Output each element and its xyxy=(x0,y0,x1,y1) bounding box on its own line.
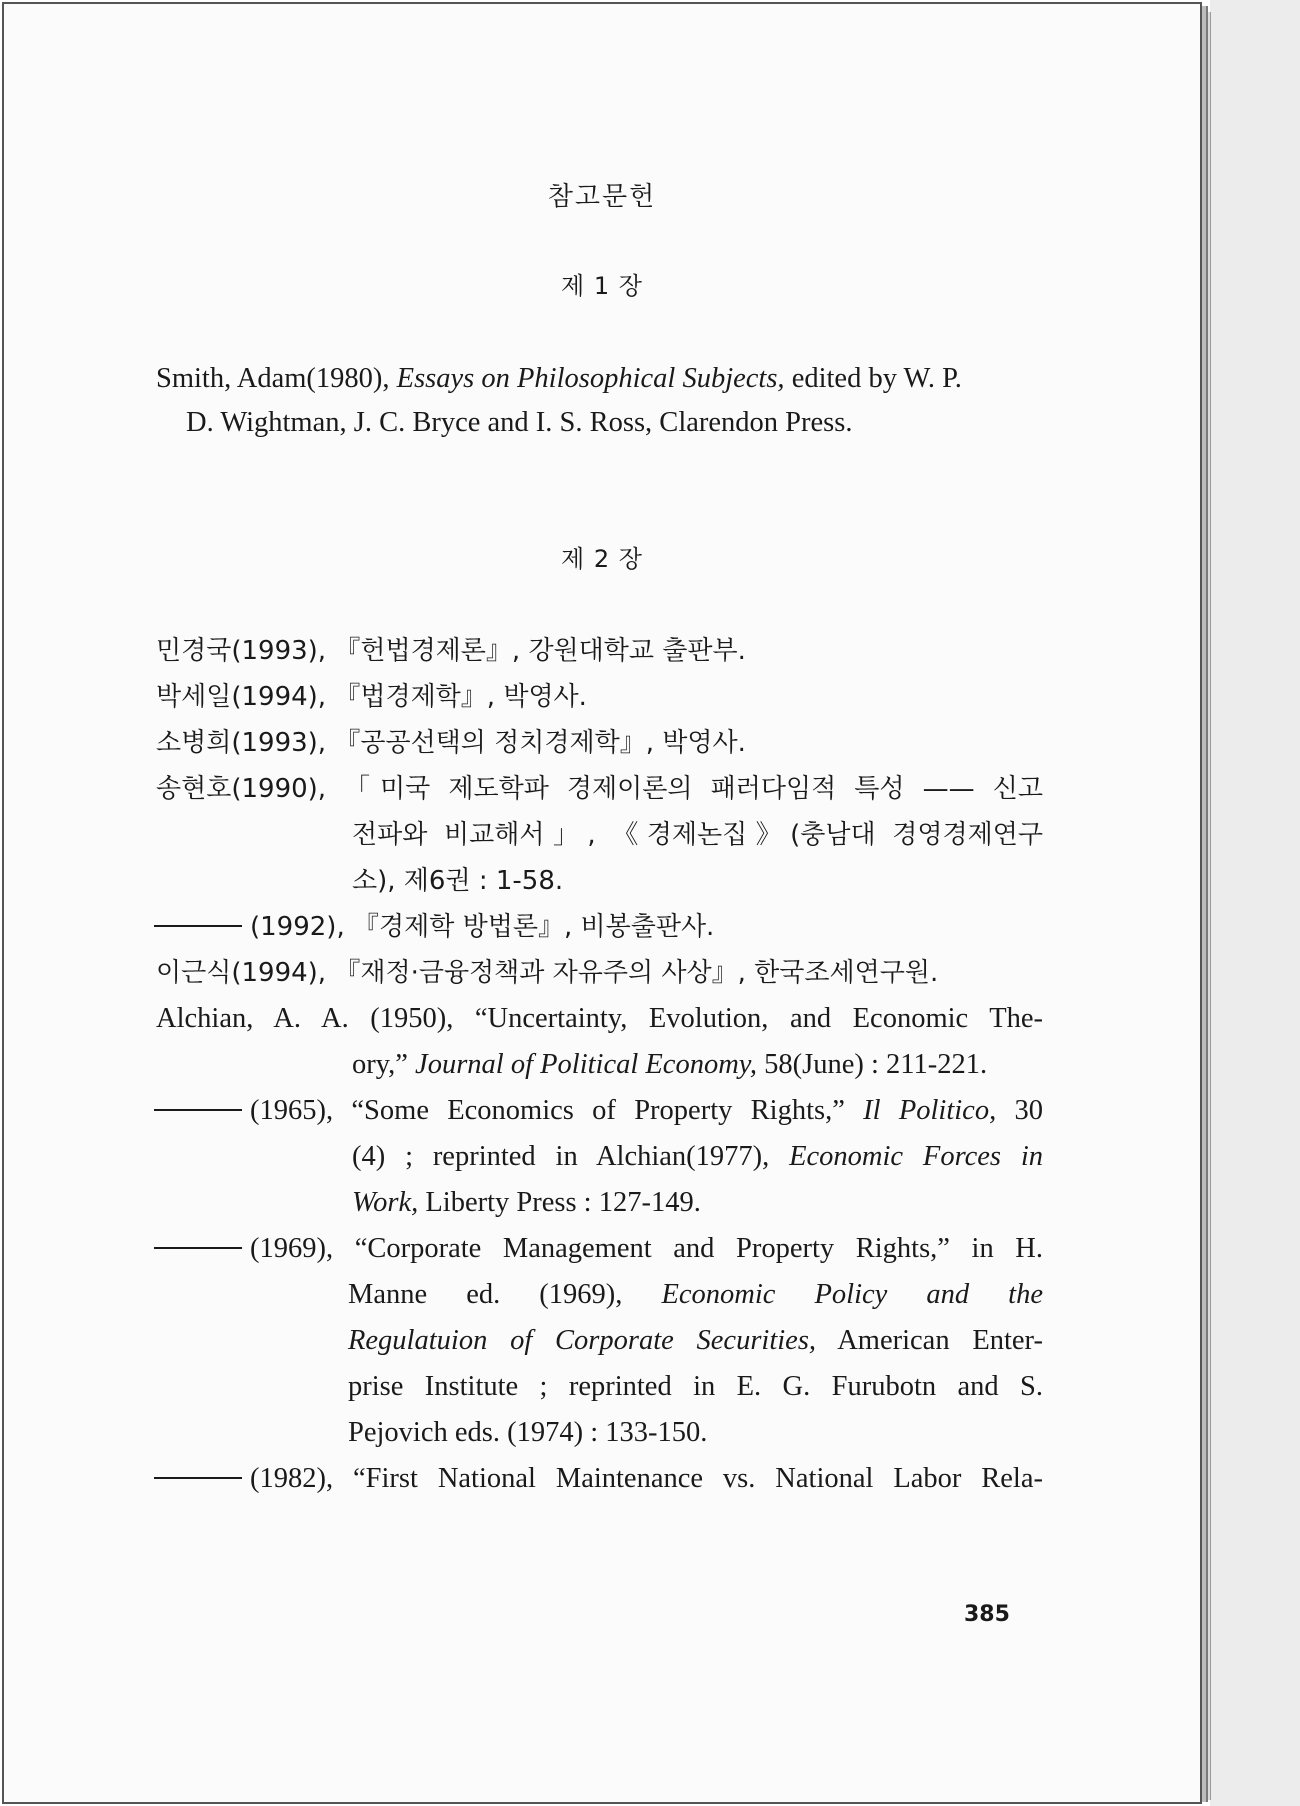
reference-alchian-1969-line-1: (1969), “Corporate Management and Property Rights,” in H. xyxy=(154,1226,1043,1272)
reference-alchian-1965-line-1: (1965), “Some Economics of Property Rights,” Il Politico, 30 xyxy=(154,1088,1043,1134)
reference-lee: 이근식(1994), 『재정·금융정책과 자유주의 사상』, 한국조세연구원. xyxy=(156,958,939,988)
reference-min: 민경국(1993), 『헌법경제론』, 강원대학교 출판부. xyxy=(156,636,746,666)
chapter-2-heading: 제 2 장 xyxy=(561,545,643,573)
ditto-dash xyxy=(154,1109,242,1111)
reference-alchian-1965-line-2: (4) ; reprinted in Alchian(1977), Economic Forces in xyxy=(352,1141,1044,1172)
reference-song-line-1: 송현호(1990), 「미국 제도학파 경제이론의 패러다임적 특성 —— 신고 xyxy=(156,774,1043,804)
reference-so: 소병희(1993), 『공공선택의 정치경제학』, 박영사. xyxy=(156,728,746,758)
reference-alchian-1969-line-5: Pejovich eds. (1974) : 133-150. xyxy=(348,1417,708,1448)
page-title: 참고문헌 xyxy=(547,182,657,212)
ditto-dash xyxy=(154,1247,242,1249)
reference-alchian-1969-line-4: prise Institute ; reprinted in E. G. Furubotn and S. xyxy=(348,1371,1043,1402)
reference-song-line-3: 소), 제6권 : 1-58. xyxy=(352,866,564,896)
ditto-dash xyxy=(154,1477,242,1479)
document-page xyxy=(2,2,1202,1804)
reference-alchian-1969-line-2: Manne ed. (1969), Economic Policy and the xyxy=(348,1279,1043,1310)
reference-alchian-1950-line-2: ory,” Journal of Political Economy, 58(June) : 211-221. xyxy=(352,1049,988,1080)
reference-song-line-2: 전파와 비교해서」, 《경제논집》(충남대 경영경제연구 xyxy=(352,820,1043,850)
reference-alchian-1965-line-3: Work, Liberty Press : 127-149. xyxy=(352,1187,701,1218)
page-number: 385 xyxy=(964,1602,1010,1627)
reference-smith-line-2: D. Wightman, J. C. Bryce and I. S. Ross, Clarendon Press. xyxy=(186,407,853,438)
reference-park: 박세일(1994), 『법경제학』, 박영사. xyxy=(156,682,587,712)
reference-alchian-1969-line-3: Regulatuion of Corporate Securities, American Enter- xyxy=(348,1325,1043,1356)
viewer-background xyxy=(1210,0,1300,1806)
reference-smith-line-1: Smith, Adam(1980), Essays on Philosophical Subjects, edited by W. P. xyxy=(156,363,962,394)
reference-song-1992: (1992), 『경제학 방법론』, 비봉출판사. xyxy=(154,904,714,950)
ditto-dash xyxy=(154,925,242,927)
reference-alchian-1950-line-1: Alchian, A. A. (1950), “Uncertainty, Evolution, and Economic The- xyxy=(156,1003,1043,1034)
chapter-1-heading: 제 1 장 xyxy=(561,272,643,300)
reference-alchian-1982-line-1: (1982), “First National Maintenance vs. National Labor Rela- xyxy=(154,1456,1043,1502)
